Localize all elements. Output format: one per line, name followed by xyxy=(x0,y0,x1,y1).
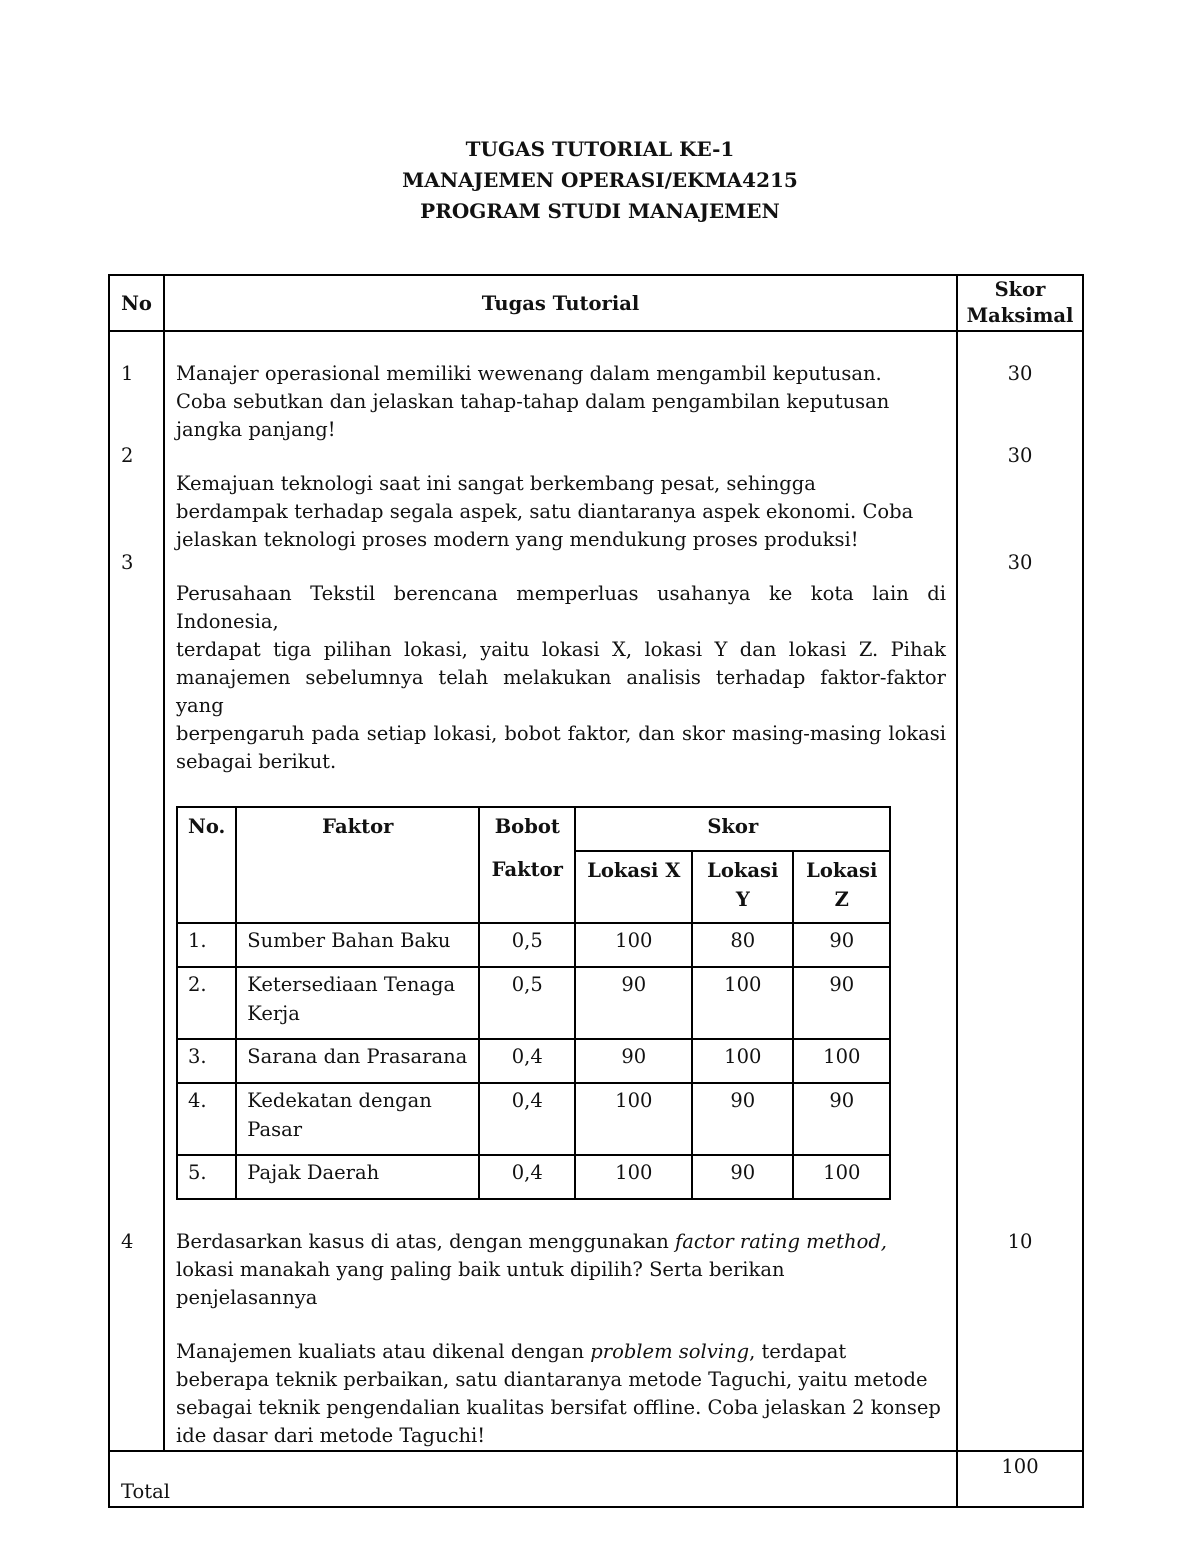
factor-row-weight: 0,4 xyxy=(479,1155,575,1199)
factor-header-location-z-line1: Lokasi xyxy=(806,859,878,882)
task-3-line: terdapat tiga pilihan lokasi, yaitu lokasi X, lokasi Y dan lokasi Z. Pihak xyxy=(176,638,946,661)
total-label-cell xyxy=(109,1451,957,1507)
factor-row-name: Kedekatan dengan Pasar xyxy=(236,1083,479,1155)
factor-row-no: 2. xyxy=(177,967,236,1039)
factor-rating-table xyxy=(176,806,891,1200)
factor-row-score-z: 100 xyxy=(793,1155,890,1199)
task-3-question-italic: factor rating method, xyxy=(675,1230,887,1253)
factor-header-location-y xyxy=(692,851,793,923)
task-number-1: 1 xyxy=(121,362,134,385)
factor-row-name: Sumber Bahan Baku xyxy=(236,923,479,967)
factor-row-weight: 0,5 xyxy=(479,967,575,1039)
task-1-text: Manajer operasional memiliki wewenang dalam mengambil keputusan. Coba sebutkan dan jelaskan tahap-tahap dalam pengambilan keputusan jangka panjang! xyxy=(176,362,890,441)
task-number-4: 4 xyxy=(121,1230,134,1253)
factor-row-score-z: 90 xyxy=(793,1083,890,1155)
task-score-4: 10 xyxy=(1007,1230,1033,1253)
task-3-line: manajemen sebelumnya telah melakukan analisis terhadap faktor-faktor yang xyxy=(176,666,946,717)
factor-row-score-z: 100 xyxy=(793,1039,890,1083)
factor-header-no: No. xyxy=(177,807,236,923)
factor-row-score-y: 100 xyxy=(692,1039,793,1083)
task-3-question-suffix: lokasi manakah yang paling baik untuk dipilih? Serta berikan penjelasannya xyxy=(176,1258,785,1309)
factor-row-score-y: 90 xyxy=(692,1155,793,1199)
factor-row-weight: 0,4 xyxy=(479,1039,575,1083)
assignment-body-row xyxy=(109,331,1083,1451)
col-header-no: No xyxy=(109,275,164,331)
factor-row-name: Sarana dan Prasarana xyxy=(236,1039,479,1083)
factor-header-location-y-line1: Lokasi xyxy=(707,859,779,882)
task-score-1: 30 xyxy=(1007,362,1033,385)
factor-row-score-x: 90 xyxy=(575,1039,692,1083)
factor-row xyxy=(177,1083,890,1155)
task-4-text-suffix: , terdapat beberapa teknik perbaikan, satu diantaranya metode Taguchi, yaitu metode sebagai teknik pengendalian kualitas bersifat offline. Coba jelaskan 2 konsep ide dasar dari metode Taguchi! xyxy=(176,1340,941,1447)
factor-row-no: 5. xyxy=(177,1155,236,1199)
factor-row xyxy=(177,967,890,1039)
col-header-score-line1: Skor xyxy=(994,278,1046,301)
factor-row xyxy=(177,923,890,967)
header-course: MANAJEMEN OPERASI/EKMA4215 xyxy=(402,168,798,192)
factor-header-score: Skor xyxy=(575,807,890,851)
factor-row-no: 3. xyxy=(177,1039,236,1083)
factor-row-score-x: 100 xyxy=(575,923,692,967)
task-3-case-text xyxy=(176,580,946,776)
factor-header-weight xyxy=(479,807,575,923)
task-2-text: Kemajuan teknologi saat ini sangat berkembang pesat, sehingga berdampak terhadap segala aspek, satu diantaranya aspek ekonomi. Coba jelaskan teknologi proses modern yang mendukung proses produksi! xyxy=(176,472,914,551)
factor-header-location-z-line2: Z xyxy=(834,888,849,911)
factor-row-score-y: 100 xyxy=(692,967,793,1039)
task-number-3: 3 xyxy=(121,551,134,574)
document-header xyxy=(0,134,1200,227)
task-scores xyxy=(957,331,1083,1451)
total-score-cell xyxy=(957,1451,1083,1507)
task-3-question-prefix: Berdasarkan kasus di atas, dengan menggunakan xyxy=(176,1230,676,1253)
factor-row xyxy=(177,1155,890,1199)
task-score-2: 30 xyxy=(1007,444,1033,467)
factor-row-score-y: 80 xyxy=(692,923,793,967)
factor-header-factor: Faktor xyxy=(236,807,479,923)
factor-row-score-x: 90 xyxy=(575,967,692,1039)
factor-header-weight-line2: Faktor xyxy=(491,858,563,881)
task-numbers xyxy=(109,331,164,1451)
task-number-2: 2 xyxy=(121,444,134,467)
factor-header-location-z xyxy=(793,851,890,923)
factor-row-weight: 0,4 xyxy=(479,1083,575,1155)
factor-row-name: Ketersediaan Tenaga Kerja xyxy=(236,967,479,1039)
task-score-3: 30 xyxy=(1007,551,1033,574)
total-row xyxy=(109,1451,1083,1507)
task-3-line: Perusahaan Tekstil berencana memperluas usahanya ke kota lain di Indonesia, xyxy=(176,582,946,633)
col-header-score xyxy=(957,275,1083,331)
assignment-table-header xyxy=(109,275,1083,331)
task-4-text-italic: problem solving xyxy=(590,1340,750,1363)
header-title: TUGAS TUTORIAL KE-1 xyxy=(465,137,735,161)
factor-row-score-x: 100 xyxy=(575,1155,692,1199)
factor-row-score-z: 90 xyxy=(793,967,890,1039)
assignment-table xyxy=(108,274,1084,1508)
col-header-task: Tugas Tutorial xyxy=(164,275,957,331)
total-score: 100 xyxy=(1001,1455,1039,1478)
factor-row-score-x: 100 xyxy=(575,1083,692,1155)
task-3-line: berpengaruh pada setiap lokasi, bobot faktor, dan skor masing-masing lokasi xyxy=(176,722,946,745)
task-4-text xyxy=(176,1338,941,1450)
task-3-line: sebagai berikut. xyxy=(176,750,337,773)
task-contents xyxy=(164,331,957,1451)
task-4-text-prefix: Manajemen kualiats atau dikenal dengan xyxy=(176,1340,591,1363)
factor-row-no: 4. xyxy=(177,1083,236,1155)
factor-row-name: Pajak Daerah xyxy=(236,1155,479,1199)
total-label: Total xyxy=(121,1480,170,1503)
factor-row-no: 1. xyxy=(177,923,236,967)
factor-row-score-y: 90 xyxy=(692,1083,793,1155)
header-program: PROGRAM STUDI MANAJEMEN xyxy=(420,199,780,223)
factor-header-location-x: Lokasi X xyxy=(575,851,692,923)
task-3-question xyxy=(176,1228,916,1312)
factor-row-score-z: 90 xyxy=(793,923,890,967)
factor-header-location-y-line2: Y xyxy=(735,888,750,911)
factor-row-weight: 0,5 xyxy=(479,923,575,967)
factor-row xyxy=(177,1039,890,1083)
col-header-score-line2: Maksimal xyxy=(966,304,1074,327)
factor-header-weight-line1: Bobot xyxy=(494,815,560,838)
